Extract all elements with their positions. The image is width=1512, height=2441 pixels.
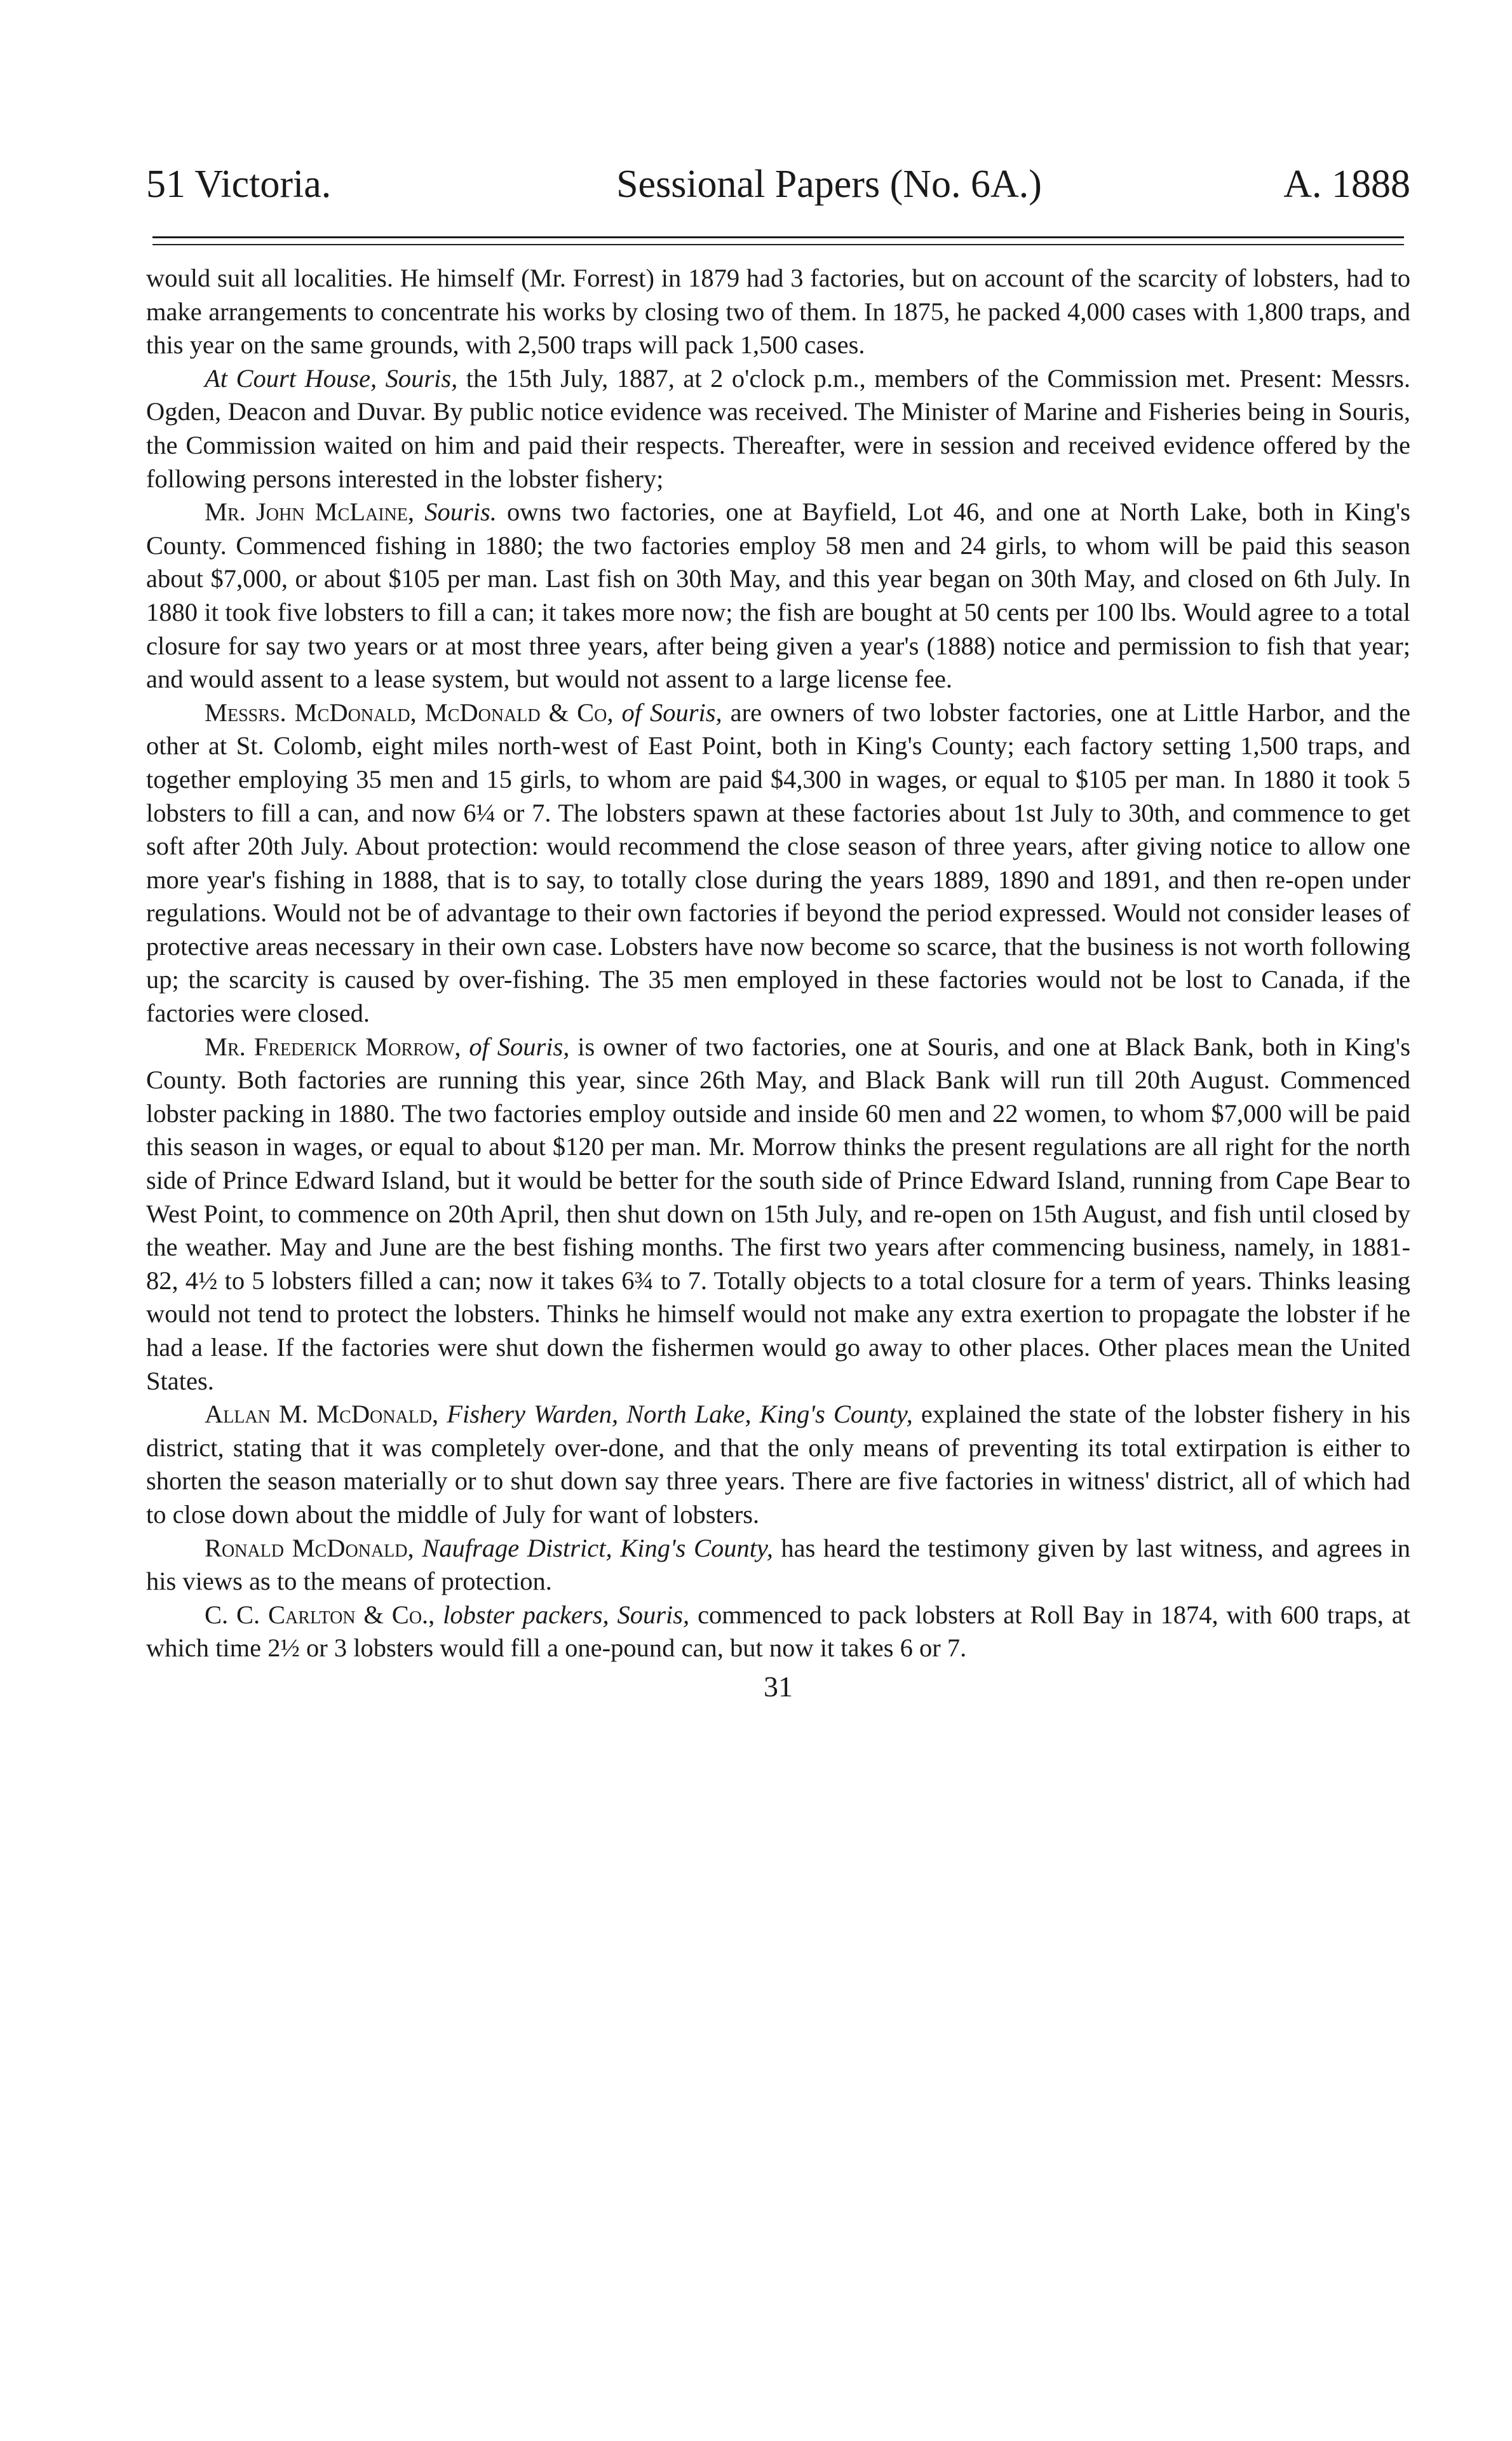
witness-name: Allan M. McDonald, (205, 1400, 439, 1429)
paragraph-text: commenced to pack lobsters at Roll Bay in 1874, with 600 traps, at which time 2½ or 3 lobsters would fill a one-pound can, but now it takes 6 or 7. (146, 1600, 1410, 1663)
header-rule (146, 236, 1410, 245)
paragraph-morrow (146, 1031, 1410, 1398)
witness-name: Mr. John McLaine, (205, 497, 415, 527)
header-volume: 51 Victoria. (146, 163, 332, 206)
paragraph-court-house (146, 362, 1410, 496)
header-title: Sessional Papers (No. 6A.) (616, 163, 1042, 206)
witness-name: Messrs. McDonald, McDonald & Co (205, 698, 607, 727)
paragraph-text: explained the state of the lobster fishery in his district, stating that it was completely over-done, and that the only means of preventing its total extirpation is either to shorten the season materially or to shut down say three years. There are five factories in witness' district, all of which had to close down about the middle of July for want of lobsters. (146, 1400, 1410, 1529)
paragraph-ronald-mcdonald (146, 1532, 1410, 1599)
paragraph-text: has heard the testimony given by last witness, and agrees in his views as to the means of protection. (146, 1533, 1411, 1596)
paragraph-carlton (146, 1599, 1410, 1665)
paragraph-mclaine (146, 496, 1410, 696)
header-rule-thick (152, 236, 1404, 238)
header-rule-thin (152, 244, 1404, 245)
paragraph-text: owns two factories, one at Bayfield, Lot 46, and one at North Lake, both in King's County. Commenced fishing in 1880; the two factories employ 58 men and 24 girls, to whom will be paid this season about $7,000, or about $105 per man. Last fish on 30th May, and this year began on 30th May, and closed on 6th July. In 1880 it took five lobsters to fill a can; it takes more now; the fish are bought at 50 cents per 100 lbs. Would agree to a total closure for say two years or at most three years, after being given a year's (1888) notice and permission to fish that year; and would assent to a lease system, but would not assent to a large license fee. (146, 497, 1411, 694)
witness-place: Fishery Warden, North Lake, King's County, (438, 1400, 913, 1429)
witness-name: Ronald McDonald, (205, 1533, 414, 1562)
paragraph-allan-mcdonald (146, 1398, 1410, 1531)
paragraph-text: would suit all localities. He himself (Mr. Forrest) in 1879 had 3 factories, but on account of the scarcity of lobsters, had to make arrangements to concentrate his works by closing two of them. In 1875, he packed 4,000 cases with 1,800 traps, and this year on the same grounds, with 2,500 traps will pack 1,500 cases. (146, 264, 1410, 360)
page-number: 31 (764, 1670, 793, 1703)
paragraph-text: are owners of two lobster factories, one at Little Harbor, and the other at St. Colomb, eight miles north-west of East Point, both in King's County; each factory setting 1,500 traps, and together employing 35 men and 15 girls, to whom are paid $4,300 in wages, or equal to $105 per man. In 1880 it took 5 lobsters to fill a can, and now 6¼ or 7. The lobsters spawn at these factories about 1st July to 30th, and commence to get soft after 20th July. About protection: would recommend the close season of three years, after giving notice to allow one more year's fishing in 1888, that is to say, to totally close during the years 1889, 1890 and 1891, and then re-open under regulations. Would not be of advantage to their own factories if beyond the period expressed. Would not consider leases of protective areas necessary in their own case. Lobsters have now become so scarce, that the business is not worth following up; the scarcity is caused by over-fishing. The 35 men employed in these factories would not be lost to Canada, if the factories were closed. (146, 698, 1411, 1028)
header-year: A. 1888 (1283, 163, 1410, 206)
document-page (146, 159, 1410, 1706)
running-header (146, 159, 1410, 210)
witness-place: , of Souris, (607, 698, 722, 727)
witness-name: Mr. Frederick Morrow, (205, 1032, 461, 1061)
witness-name: C. C. Carlton & Co., (205, 1600, 435, 1629)
paragraph-forrest-continued (146, 262, 1410, 362)
paragraph-mcdonald-co (146, 696, 1410, 1031)
paragraph-text: is owner of two factories, one at Souris, and one at Black Bank, both in King's County. Both factories are running this year, since 26th May, and Black Bank will run till 20th August. Commenced lobster packing in 1880. The two factories employ outside and inside 60 men and 22 women, to whom $7,000 will be paid this season in wages, or equal to about $120 per man. Mr. Morrow thinks the present regulations are all right for the north side of Prince Edward Island, but it would be better for the south side of Prince Edward Island, running from Cape Bear to West Point, to commence on 20th April, then shut down on 15th July, and re-open on 15th August, and fish until closed by the weather. May and June are the best fishing months. The first two years after commencing business, namely, in 1881-82, 4½ to 5 lobsters filled a can; now it takes 6¾ to 7. Totally objects to a total closure for a term of years. Thinks leasing would not tend to protect the lobsters. Thinks he himself would not make any extra exertion to propagate the lobster if he had a lease. If the factories were shut down the fishermen would go away to other places. Other places mean the United States. (146, 1032, 1410, 1395)
body-text (146, 262, 1410, 1665)
witness-place: Souris. (414, 497, 497, 527)
witness-place: lobster packers, Souris, (435, 1600, 690, 1629)
paragraph-lead: At Court House, Souris, (205, 363, 458, 393)
paragraph-text: the 15th July, 1887, at 2 o'clock p.m., members of the Commission met. Present: Messrs. Ogden, Deacon and Duvar. By public notice evidence was received. The Minister of Marine and Fisheries being in Souris, the Commission waited on him and paid their respects. Thereafter, were in session and received evidence offered by the following persons interested in the lobster fishery; (146, 363, 1410, 493)
witness-place: of Souris, (461, 1032, 570, 1061)
witness-place: Naufrage District, King's County, (414, 1533, 773, 1562)
